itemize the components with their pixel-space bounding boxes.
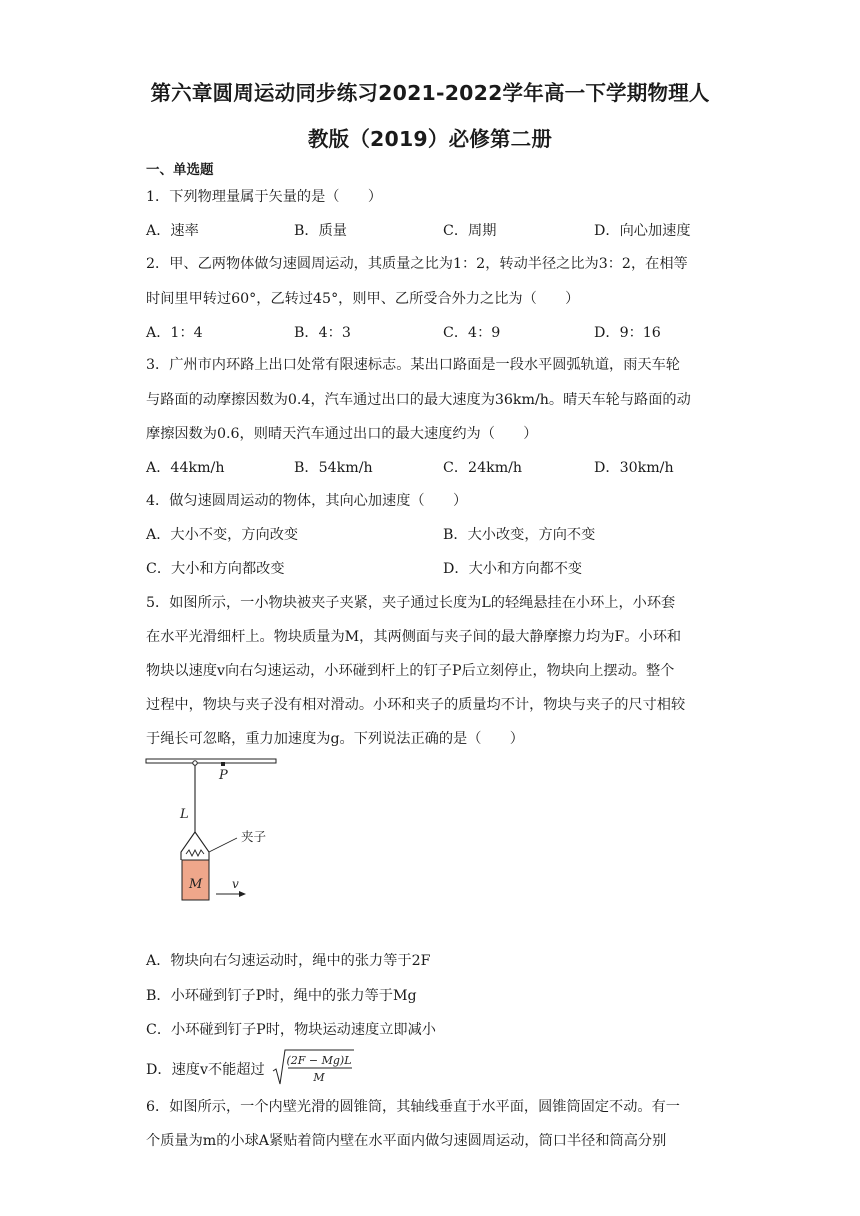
q2-option-c: C．4：9 [443,325,501,341]
clip-spring [186,850,204,856]
document-title-line-2: 教版（2019）必修第二册 [307,127,553,151]
q3-stem-line-3: 摩擦因数为0.6，则晴天汽车通过出口的最大速度约为（ ） [146,426,538,442]
q5-figure [144,756,284,906]
q5-stem-line-1: 5．如图所示，一小物块被夹子夹紧，夹子通过长度为L的轻绳悬挂在小环上，小环套 [146,595,676,611]
q1-stem: 1．下列物理量属于矢量的是（ ） [146,189,383,205]
document-title-line-1: 第六章圆周运动同步练习2021-2022学年高一下学期物理人 [150,81,710,105]
q5-option-a: A．物块向右匀速运动时，绳中的张力等于2F [146,953,431,969]
q4-option-d: D．大小和方向都不变 [443,561,583,577]
velocity-arrow-head [239,891,246,897]
q5-option-d-formula [272,1047,356,1087]
horizontal-rod [146,759,276,763]
formula-numerator: (2F − Mg)L [286,1054,352,1067]
q4-option-b: B．大小改变，方向不变 [443,527,596,543]
q3-option-d: D．30km/h [594,460,674,476]
q4-option-a: A．大小不变，方向改变 [146,527,299,543]
q1-option-d: D．向心加速度 [594,223,691,239]
q3-option-c: C．24km/h [443,460,523,476]
q5-stem-line-4: 过程中，物块与夹子没有相对滑动。小环和夹子的质量均不计，物块与夹子的尺寸相较 [146,697,686,713]
q2-option-a: A．1：4 [146,325,203,341]
nail-p [221,762,225,766]
label-m: M [189,877,203,892]
q5-option-d: D．速度v不能超过 [146,1062,265,1078]
q1-option-a: A．速率 [146,223,199,239]
q2-stem-line-1: 2．甲、乙两物体做匀速圆周运动，其质量之比为1：2，转动半径之比为3：2，在相等 [146,256,688,272]
q5-stem-line-2: 在水平光滑细杆上。物块质量为M，其两侧面与夹子间的最大静摩擦力均为F。小环和 [146,629,682,645]
label-v: v [232,877,239,891]
q3-stem-line-1: 3．广州市内环路上出口处常有限速标志。某出口路面是一段水平圆弧轨道，雨天车轮 [146,357,680,373]
q4-stem: 4．做匀速圆周运动的物体，其向心加速度（ ） [146,493,468,509]
q3-option-a: A．44km/h [146,460,225,476]
q6-stem-line-1: 6．如图所示，一个内壁光滑的圆锥筒，其轴线垂直于水平面，圆锥筒固定不动。有一 [146,1099,680,1115]
label-l: L [180,807,189,822]
q5-stem-line-3: 物块以速度v向右匀速运动，小环碰到杆上的钉子P后立刻停止，物块向上摆动。整个 [146,663,675,679]
ring [193,761,197,765]
q5-option-c: C．小环碰到钉子P时，物块运动速度立即减小 [146,1022,436,1038]
section-heading: 一、单选题 [146,162,214,178]
clip-right-arm [195,832,209,860]
q6-stem-line-2: 个质量为m的小球A紧贴着筒内壁在水平面内做匀速圆周运动，筒口半径和筒高分别 [146,1133,667,1149]
clip-left-arm [181,832,195,860]
q5-option-b: B．小环碰到钉子P时，绳中的张力等于Mg [146,988,417,1004]
clip-leader-line [209,838,237,852]
q1-option-b: B．质量 [294,223,347,239]
q4-option-c: C．大小和方向都改变 [146,561,285,577]
label-p: P [219,768,228,783]
q3-stem-line-2: 与路面的动摩擦因数为0.4，汽车通过出口的最大速度为36km/h。晴天车轮与路面的动 [146,392,691,408]
q5-stem-line-5: 于绳长可忽略，重力加速度为g。下列说法正确的是（ ） [146,731,524,747]
label-clip: 夹子 [241,829,267,844]
q2-option-b: B．4：3 [294,325,351,341]
formula-denominator: M [313,1071,325,1084]
q3-option-b: B．54km/h [294,460,373,476]
q2-option-d: D．9：16 [594,325,661,341]
q1-option-c: C．周期 [443,223,497,239]
q2-stem-line-2: 时间里甲转过60°，乙转过45°，则甲、乙所受合外力之比为（ ） [146,291,580,307]
